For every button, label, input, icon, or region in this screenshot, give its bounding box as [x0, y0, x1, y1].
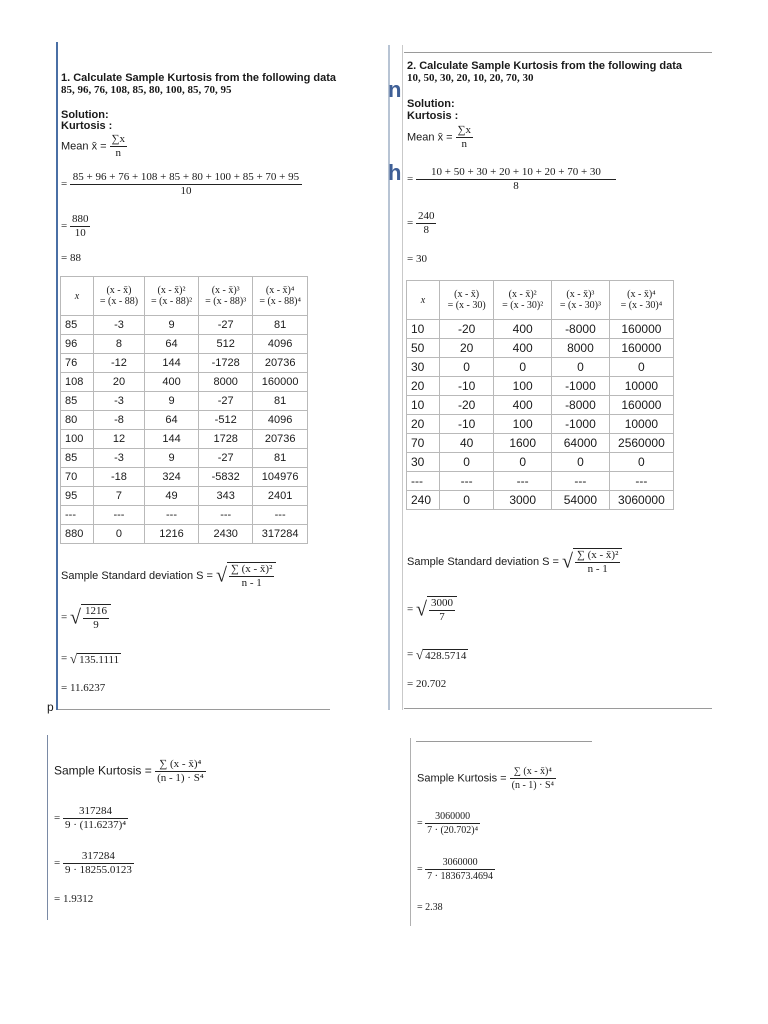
table-cell: 76: [61, 354, 94, 373]
table-cell: -20: [440, 396, 494, 415]
table-cell: 10: [407, 320, 440, 339]
header-dev3: (x - x̄)³ = (x - 88)³: [199, 277, 253, 316]
table-row: [61, 449, 308, 468]
table-cell: 0: [494, 358, 552, 377]
table-row: [61, 525, 308, 544]
table-cell: -8000: [552, 396, 610, 415]
table-cell: 12: [94, 430, 145, 449]
table-cell: 9: [144, 449, 198, 468]
table-cell: -1728: [199, 354, 253, 373]
table-cell: ---: [552, 472, 610, 491]
table-row: [61, 411, 308, 430]
table-cell: 0: [609, 453, 673, 472]
table-cell: 317284: [253, 525, 308, 544]
problem1-data: 85, 96, 76, 108, 85, 80, 100, 85, 70, 95: [61, 84, 232, 96]
problem1-kurtosis-step2: = $\frac{317284}{9 \cdot 18255.0123}$: [54, 850, 132, 876]
mean-label: Mean x̄ =: [61, 140, 107, 153]
problem1-kurtosis-step1: = $\frac{317284}{\text{9 · (11.6237)⁴}}$: [54, 805, 127, 831]
problem1-mean-result: = 88: [61, 252, 81, 264]
table-cell: 9: [144, 316, 198, 335]
table-cell: 20736: [253, 430, 308, 449]
table-cell: 8000: [199, 373, 253, 392]
table-cell: -1000: [552, 415, 610, 434]
table-cell: 54000: [552, 491, 610, 510]
table-header-row: [61, 277, 308, 316]
table-cell: 1728: [199, 430, 253, 449]
table-cell: 144: [144, 430, 198, 449]
table-cell: ---: [407, 472, 440, 491]
table-cell: -3: [94, 316, 145, 335]
problem2-table: [406, 280, 674, 510]
header-dev3: (x - x̄)³ = (x - 30)³: [552, 281, 610, 320]
table-cell: -512: [199, 411, 253, 430]
table-cell: 2430: [199, 525, 253, 544]
table-cell: 240: [407, 491, 440, 510]
table-cell: 4096: [253, 411, 308, 430]
table-cell: 9: [144, 392, 198, 411]
table-cell: 160000: [609, 320, 673, 339]
panel2-bottom-rule: [404, 708, 712, 709]
table-cell: 70: [407, 434, 440, 453]
table-cell: 70: [61, 468, 94, 487]
table-cell: 108: [61, 373, 94, 392]
table-cell: 64: [144, 335, 198, 354]
header-dev2: (x - x̄)² = (x - 30)²: [494, 281, 552, 320]
problem1-kurtosis-result: = 1.9312: [54, 893, 94, 905]
table-cell: 20: [407, 377, 440, 396]
panel3-left-border: [47, 735, 48, 920]
problem1-kurtosis-formula: Sample Kurtosis = $\frac{\text{∑ (x - x̄)⁴}}{\text{(n - 1) · S⁴}}$: [54, 758, 204, 784]
table-cell: -8: [94, 411, 145, 430]
table-row: [61, 430, 308, 449]
header-dev2: (x - x̄)² = (x - 88)²: [144, 277, 198, 316]
table-row: [407, 377, 674, 396]
panel4-left-border: [410, 738, 411, 926]
table-cell: 81: [253, 392, 308, 411]
table-cell: 0: [94, 525, 145, 544]
table-cell: 85: [61, 316, 94, 335]
table-cell: 2560000: [609, 434, 673, 453]
problem2-sum-fraction: = $\frac{10 + 50 + 30 + 20 + 10 + 20 + 70 + 30}{8}$: [407, 166, 616, 193]
table-cell: -12: [94, 354, 145, 373]
table-cell: 512: [199, 335, 253, 354]
header-x: x: [61, 277, 94, 316]
table-cell: 80: [61, 411, 94, 430]
table-cell: 880: [61, 525, 94, 544]
table-cell: 400: [494, 320, 552, 339]
table-cell: 100: [494, 377, 552, 396]
table-row: [407, 434, 674, 453]
panel1-left-border: [56, 42, 58, 710]
table-cell: 20: [440, 339, 494, 358]
problem2-sd-step1: = √ $\frac{3000}{7}$: [407, 596, 457, 624]
table-cell: 0: [552, 358, 610, 377]
table-cell: 96: [61, 335, 94, 354]
problem1-sd-formula: Sample Standard deviation S = √ $\frac{\text{∑ (x - x̄)²}}{n - 1}$: [61, 562, 276, 590]
table-cell: 30: [407, 358, 440, 377]
table-row: [61, 335, 308, 354]
table-cell: ---: [253, 506, 308, 525]
table-cell: 85: [61, 392, 94, 411]
header-dev4: (x - x̄)⁴ = (x - 30)⁴: [609, 281, 673, 320]
table-row: [61, 354, 308, 373]
ghost-letter-n: n: [388, 77, 402, 102]
table-row: [407, 320, 674, 339]
table-cell: ---: [199, 506, 253, 525]
problem2-kurtosis-step1: = $\frac{3060000}{\text{7 · (20.702)⁴}}$: [417, 811, 479, 836]
table-cell: -3: [94, 392, 145, 411]
problem2-kurtosis-step2: = $\frac{3060000}{7 \cdot 183673.4694}$: [417, 857, 493, 882]
table-cell: 20736: [253, 354, 308, 373]
panel2-top-rule: [404, 52, 712, 53]
table-row: [407, 472, 674, 491]
problem1-table: [60, 276, 308, 544]
table-cell: 7: [94, 487, 145, 506]
table-cell: -27: [199, 392, 253, 411]
table-cell: 30: [407, 453, 440, 472]
table-cell: 3060000: [609, 491, 673, 510]
problem1-mean-frac: = $\frac{880}{10}$: [61, 213, 89, 239]
table-cell: 81: [253, 449, 308, 468]
problem1-title: 1. Calculate Sample Kurtosis from the following data: [61, 72, 337, 84]
problem2-sd-result: = 20.702: [407, 678, 447, 690]
table-cell: -10: [440, 415, 494, 434]
table-cell: ---: [61, 506, 94, 525]
header-dev: (x - x̄) = (x - 30): [440, 281, 494, 320]
mean-fraction: $\frac{\sum x}{n}$: [111, 133, 125, 159]
table-cell: 104976: [253, 468, 308, 487]
problem1-kurtosis-label: Kurtosis :: [61, 120, 113, 132]
ghost-letter-h: h: [388, 160, 402, 185]
table-cell: 2401: [253, 487, 308, 506]
table-cell: -1000: [552, 377, 610, 396]
table-cell: 400: [144, 373, 198, 392]
table-cell: 0: [440, 491, 494, 510]
table-cell: ---: [440, 472, 494, 491]
problem2-kurtosis-result: = 2.38: [417, 902, 443, 913]
stray-letter: p: [47, 700, 54, 714]
table-row: [407, 491, 674, 510]
table-cell: 64: [144, 411, 198, 430]
table-cell: 0: [552, 453, 610, 472]
problem2-mean-frac: = $\frac{240}{8}$: [407, 210, 435, 236]
table-cell: 81: [253, 316, 308, 335]
header-dev4: (x - x̄)⁴ = (x - 88)⁴: [253, 277, 308, 316]
table-row: [407, 339, 674, 358]
panel1-bottom-rule: [58, 709, 330, 710]
panel4-top-rule: [416, 741, 592, 742]
table-cell: 49: [144, 487, 198, 506]
table-cell: 100: [61, 430, 94, 449]
table-cell: 20: [94, 373, 145, 392]
table-cell: 50: [407, 339, 440, 358]
problem2-sd-formula: Sample Standard deviation S = √ $\frac{\text{∑ (x - x̄)²}}{n - 1}$: [407, 548, 622, 576]
table-cell: 10000: [609, 415, 673, 434]
table-row: [61, 468, 308, 487]
table-cell: 1600: [494, 434, 552, 453]
table-cell: 160000: [253, 373, 308, 392]
table-row: [407, 358, 674, 377]
table-cell: 0: [494, 453, 552, 472]
table-row: [407, 415, 674, 434]
table-cell: -5832: [199, 468, 253, 487]
problem2-kurtosis-formula: Sample Kurtosis = $\frac{\text{∑ (x - x̄)⁴}}{\text{(n - 1) · S⁴}}$: [417, 766, 555, 791]
table-row: [61, 373, 308, 392]
table-row: [61, 506, 308, 525]
problem1-sum-fraction: = $\frac{85 + 96 + 76 + 108 + 85 + 80 + 100 + 85 + 70 + 95}{10}$: [61, 171, 302, 198]
problem1-sd-result: = 11.6237: [61, 682, 106, 694]
problem2-sd-step2: = √ 428.5714: [407, 647, 467, 662]
problem1-solution: Solution:: [61, 109, 109, 121]
table-cell: 8: [94, 335, 145, 354]
table-cell: 0: [440, 358, 494, 377]
table-cell: 1216: [144, 525, 198, 544]
panel2-left-border: [388, 45, 390, 710]
problem2-solution: Solution:: [407, 98, 455, 110]
table-cell: 10: [407, 396, 440, 415]
table-header-row: [407, 281, 674, 320]
table-cell: -10: [440, 377, 494, 396]
table-cell: ---: [94, 506, 145, 525]
table-cell: 85: [61, 449, 94, 468]
table-cell: 64000: [552, 434, 610, 453]
table-cell: ---: [494, 472, 552, 491]
problem2-title: 2. Calculate Sample Kurtosis from the following data: [407, 60, 683, 72]
problem2-kurtosis-label: Kurtosis :: [407, 110, 459, 122]
table-cell: ---: [144, 506, 198, 525]
problem1-sd-step2: = √ 135.1111: [61, 651, 120, 666]
table-cell: 100: [494, 415, 552, 434]
table-cell: 0: [440, 453, 494, 472]
table-cell: 160000: [609, 396, 673, 415]
table-cell: 400: [494, 339, 552, 358]
table-cell: -27: [199, 316, 253, 335]
table-cell: -3: [94, 449, 145, 468]
table-cell: 343: [199, 487, 253, 506]
table-row: [61, 316, 308, 335]
table-row: [61, 392, 308, 411]
header-dev: (x - x̄) = (x - 88): [94, 277, 145, 316]
table-cell: -8000: [552, 320, 610, 339]
table-cell: 8000: [552, 339, 610, 358]
problem2-mean-result: = 30: [407, 253, 427, 265]
panel2-inner-border: [402, 45, 403, 710]
table-cell: -20: [440, 320, 494, 339]
table-cell: 160000: [609, 339, 673, 358]
table-cell: 3000: [494, 491, 552, 510]
problem2-data: 10, 50, 30, 20, 10, 20, 70, 30: [407, 72, 534, 84]
table-cell: -18: [94, 468, 145, 487]
table-cell: 0: [609, 358, 673, 377]
table-row: [407, 396, 674, 415]
table-cell: 40: [440, 434, 494, 453]
table-cell: ---: [609, 472, 673, 491]
problem1-mean-formula: [61, 133, 127, 160]
table-cell: 324: [144, 468, 198, 487]
table-row: [61, 487, 308, 506]
table-row: [407, 453, 674, 472]
table-cell: 400: [494, 396, 552, 415]
problem2-mean-formula: Mean x̄ = $\frac{\sum x}{n}$: [407, 124, 471, 150]
table-cell: 144: [144, 354, 198, 373]
table-cell: 95: [61, 487, 94, 506]
problem1-sd-step1: = √ $\frac{1216}{9}$: [61, 604, 111, 632]
table-cell: 4096: [253, 335, 308, 354]
table-cell: 10000: [609, 377, 673, 396]
header-x: x: [407, 281, 440, 320]
table-cell: 20: [407, 415, 440, 434]
table-cell: -27: [199, 449, 253, 468]
